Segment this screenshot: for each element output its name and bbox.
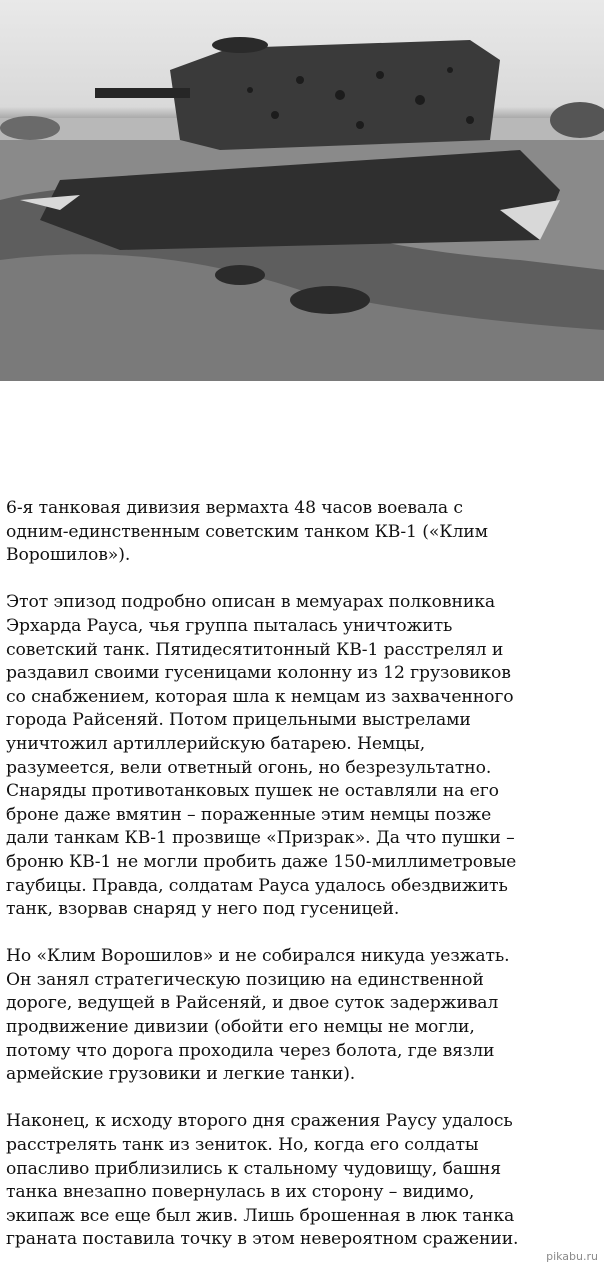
watermark: pikabu.ru xyxy=(546,1250,598,1263)
article-text xyxy=(6,497,602,1276)
tank-photo xyxy=(0,0,604,381)
article-paragraph-4: Наконец, к исходу второго дня сражения Раусу удалось расстрелять танк из зениток. Но, когда его солдаты опасливо приблизились к стальному чудовищу, башня танка внезапно повернулась в их сторону – видимо, экипаж все еще был жив. Лишь брошенная в люк танка граната поставила точку в этом невероятном сражении. xyxy=(6,1111,519,1250)
article-paragraph-1: 6-я танковая дивизия вермахта 48 часов воевала с одним-единственным советским танком КВ-1 («Клим Ворошилов»). xyxy=(6,498,488,566)
article-paragraph-2: Этот эпизод подробно описан в мемуарах полковника Эрхарда Рауса, чья группа пыталась уничтожить советский танк. Пятидесятитонный КВ-1 расстрелял и раздавил своими гусеницами колонну из 12 грузовиков со снабжением, которая шла к немцам из захваченного города Райсеняй. Потом прицельными выстрелами уничтожил артиллерийскую батарею. Немцы, разумеется, вели ответный огонь, но безрезультатно. Снаряды противотанковых пушек не оставляли на его броне даже вмятин – пораженные этим немцы позже дали танкам КВ-1 прозвище «Призрак». Да что пушки – броню КВ-1 не могли пробить даже 150-миллиметровые гаубицы. Правда, солдатам Рауса удалось обездвижить танк, взорвав снаряд у него под гусеницей. xyxy=(6,592,517,920)
article-paragraph-3: Но «Клим Ворошилов» и не собирался никуда уезжать. Он занял стратегическую позицию на единственной дороге, ведущей в Райсеняй, и двое суток задерживал продвижение дивизии (обойти его немцы не могли, потому что дорога проходила через болота, где вязли армейские грузовики и легкие танки). xyxy=(6,946,510,1085)
tank-photo-drawing xyxy=(0,0,604,381)
